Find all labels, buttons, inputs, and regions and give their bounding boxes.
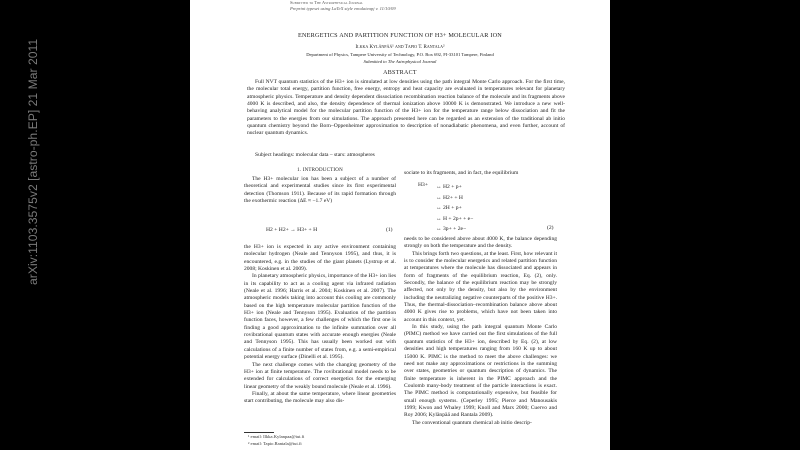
- section-heading-introduction: 1. INTRODUCTION: [297, 168, 343, 173]
- equation-1: H2 + H2+ → H3+ + H: [266, 227, 318, 233]
- right-paragraph-5: The conventional quantum chemical ab initio descrip-: [412, 419, 532, 426]
- submitted-note: Submitted to The Astrophysical Journal: [363, 59, 437, 64]
- footnote-1: ¹ email: Ilkka.Kylanpaa@tut.fi: [248, 434, 305, 439]
- paper-page: [190, 0, 610, 450]
- intro-paragraph-1: The H3+ molecular ion has been a subject of a number of theoretical and experimental studies since its first experimental detection (Thomson 1911). Because of its rapid formation through the exothermic reaction (ΔE ≈ −1.7 eV): [244, 176, 396, 205]
- journal-header: Submitted to The Astrophysical Journal: [290, 0, 364, 5]
- subject-headings: Subject headings: molecular data – stars: atmospheres: [255, 152, 375, 158]
- equation-2-number: (2): [547, 225, 554, 231]
- equation-2-line: ↔ H2 + p+: [436, 184, 462, 190]
- abstract-heading: ABSTRACT: [383, 70, 417, 76]
- equation-1-number: (1): [386, 227, 393, 233]
- right-paragraph-1: sociate to its fragments, and in fact, the equilibrium: [404, 170, 519, 176]
- right-column-intro: [404, 170, 557, 177]
- right-column-body: [404, 236, 557, 427]
- intro-paragraph-5: Finally, at about the same temperature, where linear geometries start contributing, the molecule may also dis-: [244, 390, 396, 405]
- intro-paragraph-3: In planetary atmospheric physics, importance of the H3+ ion lies in its capability to act as a cooling agent via infrared radiation (Neale et al. 1996; Harris et al. 2004; Koskinen et al. 2007). The atmospheric models taking into account this cooling are commonly based on the high temperature molecular partition function of the H3+ ion (Neale and Tennyson 1995). Evaluation of the partition function faces, however, a few challenges of which the first one is finding a good approximation to the infinite summation over all rovibrational quantum states with accurate enough energies (Neale and Tennyson 1995). This has usually been worked out with calculations of a finite number of states from, e.g. a semi-empirical potential energy surface (Dinelli et al. 1995).: [244, 273, 396, 361]
- footnote-rule: [244, 432, 274, 433]
- equation-2: [436, 182, 473, 235]
- equation-2-line: ↔ H2+ + H: [436, 194, 463, 201]
- intro-paragraph-2: the H3+ ion is expected in any active environment containing molecular hydrogen (Neale and Tennyson 1995), and thus, it is encountered, e.g. in the studies of the giant planets (Lystrup et al. 2008; Koskinen et al. 2009).: [244, 244, 396, 273]
- authors: Ilkka Kylänpää¹ and Tapio T. Rantala²: [355, 45, 445, 50]
- footnote-2: ² email: Tapio.Rantala@tut.fi: [248, 441, 302, 446]
- paper-title: ENERGETICS AND PARTITION FUNCTION OF H3+ MOLECULAR ION: [298, 32, 502, 39]
- intro-paragraph-4: The next challenge comes with the changing geometry of the H3+ ion at finite temperature. The rovibrational model needs to be extended for calculations of correct energetics for the emerging linear geometry of the weakly bound molecule (Neale et al. 1996).: [244, 361, 396, 390]
- affiliation: Department of Physics, Tampere University of Technology, P.O. Box 692, FI-33101 Tampere, Finland: [306, 52, 494, 57]
- right-paragraph-3: This brings forth two questions, at the least. First, how relevant it is to consider the molecular energetics and related partition function at temperatures where the molecule has dissociated and appears in form of fragments of the equilibrium reaction, Eq. (2), only. Secondly, the balance of the equilibrium reaction may be strongly affected, not only by the density, but also by the environment including the neutralizing negative counterparts of the positive H3+. Thus, the thermal-dissociation–recombination balance above about 4000 K gives rise to problems, which have not been taken into account in this context, yet.: [404, 250, 557, 323]
- preprint-note: Preprint typeset using LaTeX style emulateapj v. 11/10/09: [290, 6, 396, 11]
- equation-2-line: ↔ 3p+ + 2e−: [436, 226, 467, 232]
- right-paragraph-4: In this study, using the path integral quantum Monte Carlo (PIMC) method we have carried out the first simulations of the full quantum statistics of the H3+ ion, described by Eq. (2), at low densities and high temperatures ranging from 160 K up to about 15000 K. PIMC is the method to meet the above challenges: we need not make any approximations or restrictions in the summing over states, geometries or quantum description of dynamics. The finite temperature is inherent in the PIMC approach and the Coulomb many-body treatment of the particle interactions is exact. The PIMC method is computationally expensive, but feasible for small enough systems. (Ceperley 1995; Pierce and Manousakis 1999; Kwon and Whaley 1999; Knoll and Marx 2000; Cuervo and Roy 2006; Kylänpää and Rantala 2009).: [404, 324, 557, 419]
- equation-2-line: ↔ 2H + p+: [436, 205, 462, 211]
- left-column-intro: [244, 176, 396, 205]
- equation-2-line: ↔ H + 2p+ + e−: [436, 215, 474, 222]
- arxiv-identifier: arXiv:1103.3575v2 [astro-ph.EP] 21 Mar 2011: [26, 38, 40, 285]
- left-column-body: [244, 244, 396, 406]
- right-paragraph-2: needs to be considered above about 4000 K, the balance depending strongly on both the temperature and the density.: [404, 236, 557, 250]
- abstract-text: Full NVT quantum statistics of the H3+ ion is simulated at low densities using the path integral Monte Carlo approach. For the first time, the molecular total energy, partition function, free energy, entropy and heat capacity are evaluated in temperatures relevant for planetary atmospheric physics. Temperature and density dependent dissociation recombination reaction balance of the molecule and its fragments above 4000 K is described, and also, the density dependence of thermal ionization above 10000 K is demonstrated. We introduce a new well-behaving analytical model for the molecular partition function of the H3+ ion for the temperature range below dissociation and fit the parameters to the energies from our simulations. The approach presented here can be regarded as an extension of the traditional ab initio quantum chemistry beyond the Born–Oppenheimer approximation to description of nonadiabatic phenomena, and even further, account of nuclear quantum dynamics.: [247, 79, 565, 137]
- equation-2-lhs: H3+: [418, 182, 428, 188]
